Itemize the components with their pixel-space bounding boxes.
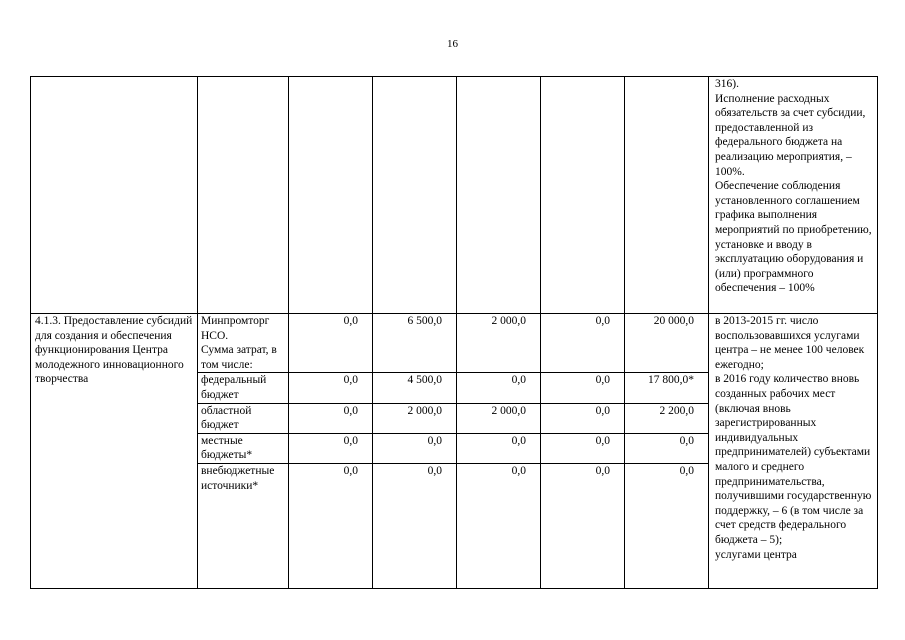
value-cell: 0,0 xyxy=(289,433,373,463)
empty-cell xyxy=(541,77,625,314)
row-label: внебюджетные источники* xyxy=(198,463,289,588)
row-label: областной бюджет xyxy=(198,403,289,433)
value-cell: 2 000,0 xyxy=(457,314,541,373)
table-row xyxy=(31,314,878,373)
value-cell: 0,0 xyxy=(457,463,541,588)
value-cell: 0,0 xyxy=(541,403,625,433)
value-cell: 0,0 xyxy=(373,433,457,463)
page-number: 16 xyxy=(447,38,458,50)
value-cell: 2 000,0 xyxy=(457,403,541,433)
program-measures-table xyxy=(30,76,878,589)
row-label: местные бюджеты* xyxy=(198,433,289,463)
value-cell: 0,0 xyxy=(541,373,625,403)
row-label: Минпромторг НСО. Сумма затрат, в том числе: xyxy=(198,314,289,373)
value-cell: 0,0 xyxy=(541,463,625,588)
value-cell: 0,0 xyxy=(625,433,709,463)
value-cell: 2 000,0 xyxy=(373,403,457,433)
measure-name: 4.1.3. Предоставление субсидий для создания и обеспечения функционирования Центра молодежного инновационного творчества xyxy=(31,314,198,589)
empty-cell xyxy=(457,77,541,314)
value-cell: 0,0 xyxy=(289,403,373,433)
measure-result: в 2013-2015 гг. число воспользовавшихся услугами центра – не менее 100 человек ежегодно; в 2016 году количество вновь созданных рабочих мест (включая вновь зарегистрированных индивидуальных предпринимателей) субъектами малого и среднего предпринимательства, получившими государственную поддержку, – 6 (в том числе за счет средств федерального бюджета – 5); услугами центра xyxy=(709,314,878,589)
value-cell: 0,0 xyxy=(289,463,373,588)
value-cell: 17 800,0* xyxy=(625,373,709,403)
empty-cell xyxy=(373,77,457,314)
value-cell: 0,0 xyxy=(373,463,457,588)
value-cell: 0,0 xyxy=(625,463,709,588)
row-label: федеральный бюджет xyxy=(198,373,289,403)
value-cell: 0,0 xyxy=(541,314,625,373)
value-cell: 2 200,0 xyxy=(625,403,709,433)
value-cell: 0,0 xyxy=(457,433,541,463)
value-cell: 20 000,0 xyxy=(625,314,709,373)
value-cell: 0,0 xyxy=(541,433,625,463)
empty-cell xyxy=(198,77,289,314)
continuation-row xyxy=(31,77,878,314)
value-cell: 0,0 xyxy=(289,314,373,373)
value-cell: 0,0 xyxy=(289,373,373,403)
value-cell: 0,0 xyxy=(457,373,541,403)
value-cell: 6 500,0 xyxy=(373,314,457,373)
value-cell: 4 500,0 xyxy=(373,373,457,403)
continuation-text: 316). Исполнение расходных обязательств за счет субсидии, предоставленной из федерального бюджета на реализацию мероприятия, – 100%. Обеспечение соблюдения установленного соглашением графика выполнения мероприятий по приобретению, установке и вводу в эксплуатацию оборудования и (или) программного обеспечения – 100% xyxy=(709,77,878,314)
empty-cell xyxy=(625,77,709,314)
empty-cell xyxy=(31,77,198,314)
empty-cell xyxy=(289,77,373,314)
